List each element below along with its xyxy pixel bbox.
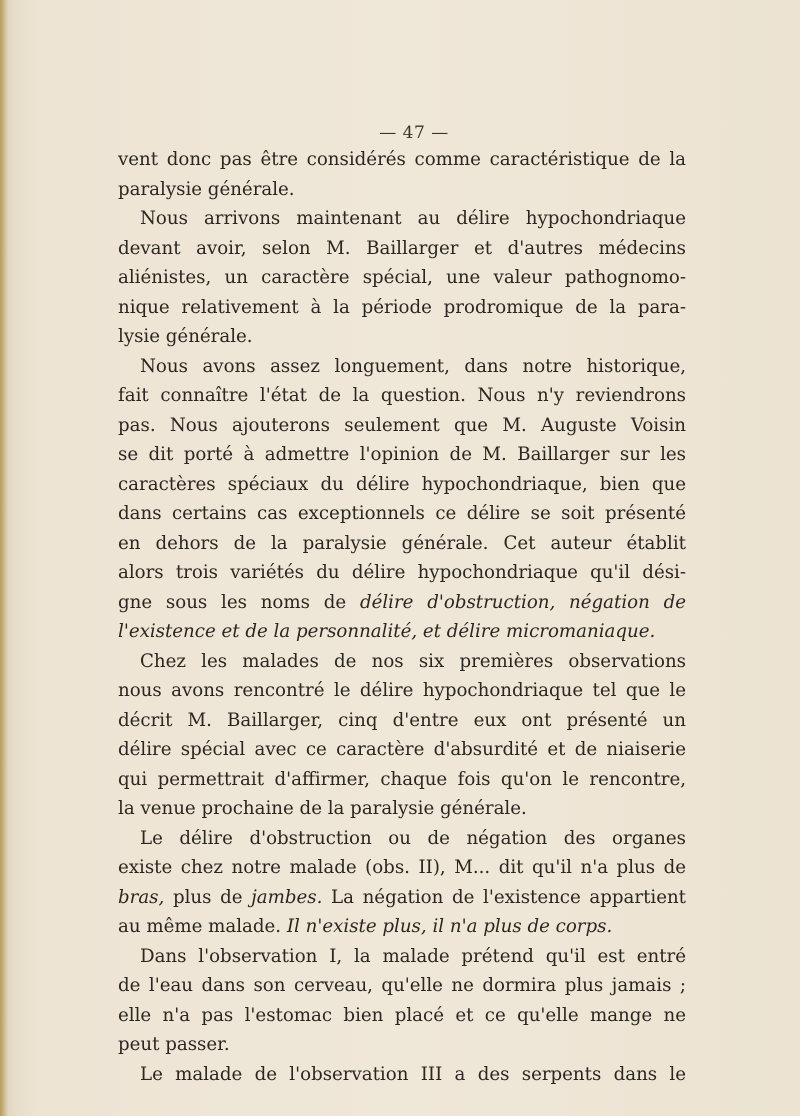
text-run: se dit porté à admettre l'opinion de M. Baillarger sur les [118,444,686,465]
text-run: nique relativement à la période prodromique de la para- [118,296,686,318]
text-run: fait connaître l'état de la question. Nous n'y reviendrons [118,385,686,406]
text-line [118,588,686,618]
text-run: décrit M. Baillarger, cinq d'entre eux ont présenté un [118,709,686,731]
text-line [118,322,686,352]
text-line [118,145,686,175]
text-run: vent donc pas être considérés comme caractéristique de la [118,149,686,170]
text-line [118,1001,686,1031]
text-run: pas. Nous ajouterons seulement que M. Auguste Voisin [118,414,686,436]
text-line [118,1060,686,1090]
text-run: peut passer. [118,1034,230,1055]
text-line [118,234,686,264]
text-line [118,794,686,824]
text-line [118,735,686,765]
text-run: délire spécial avec ce caractère d'absurdité et de niaiserie [118,739,686,760]
text-run: alors trois variétés du délire hypochondriaque qu'il dési- [118,562,686,583]
text-run: dans certains cas exceptionnels ce délire se soit présenté [118,503,686,524]
text-line [118,558,686,588]
text-line [118,1030,686,1060]
text-line [118,706,686,736]
text-run: caractères spéciaux du délire hypochondriaque, bien que [118,473,686,495]
text-line [118,971,686,1001]
text-line [118,617,686,647]
italic-text: jambes. [251,886,323,908]
text-line [118,824,686,854]
text-run: paralysie générale. [118,178,295,200]
text-run: aliénistes, un caractère spécial, une valeur pathognomo- [118,267,686,288]
text-line [118,263,686,293]
text-line [118,529,686,559]
text-line [118,381,686,411]
text-line [118,883,686,913]
text-line [118,293,686,323]
text-line [118,204,686,234]
text-line [118,499,686,529]
text-run: lysie générale. [118,326,253,347]
text-line [118,411,686,441]
text-run: de l'eau dans son cerveau, qu'elle ne dormira plus jamais ; [118,975,686,996]
text-line [118,647,686,677]
text-run: Chez les malades de nos six premières observations [140,650,686,672]
text-line [118,352,686,382]
text-run: devant avoir, selon M. Baillarger et d'autres médecins [118,237,686,259]
text-run: elle n'a pas l'estomac bien placé et ce qu'elle mange ne [118,1004,686,1026]
text-line [118,853,686,883]
italic-text: délire d'obstruction, négation de [359,591,687,613]
text-run: Le délire d'obstruction ou de négation des organes [140,827,686,849]
text-run: existe chez notre malade (obs. II), M... dit qu'il n'a plus de [118,857,686,878]
italic-text: Il n'existe plus, il n'a plus de corps. [286,916,613,937]
text-line [118,470,686,500]
text-run: gne sous les noms de [118,591,360,613]
italic-text: l'existence et de la personnalité, et délire micromaniaque. [118,621,656,642]
text-run: qui permettrait d'affirmer, chaque fois qu'on le rencontre, [118,768,686,790]
text-run: La négation de l'existence appartient [322,886,686,908]
text-line [118,765,686,795]
text-run: en dehors de la paralysie générale. Cet auteur établit [118,532,686,554]
text-run: au même malade. [118,916,287,937]
body-text [118,145,686,1089]
text-run: Nous avons assez longuement, dans notre historique, [140,355,686,377]
text-line [118,912,686,942]
text-run: Le malade de l'observation III a des serpents dans le [140,1063,686,1085]
text-line [118,175,686,205]
text-line [118,942,686,972]
text-line [118,440,686,470]
text-run: la venue prochaine de la paralysie générale. [118,798,527,819]
text-run: nous avons rencontré le délire hypochondriaque tel que le [118,680,686,701]
text-run: plus de [164,886,252,908]
page-binding-edge [0,0,8,1116]
text-line [118,676,686,706]
text-run: Dans l'observation I, la malade prétend qu'il est entré [140,945,686,967]
text-run: Nous arrivons maintenant au délire hypochondriaque [140,208,686,229]
page-number: — 47 — [379,123,449,143]
italic-text: bras, [118,886,165,908]
